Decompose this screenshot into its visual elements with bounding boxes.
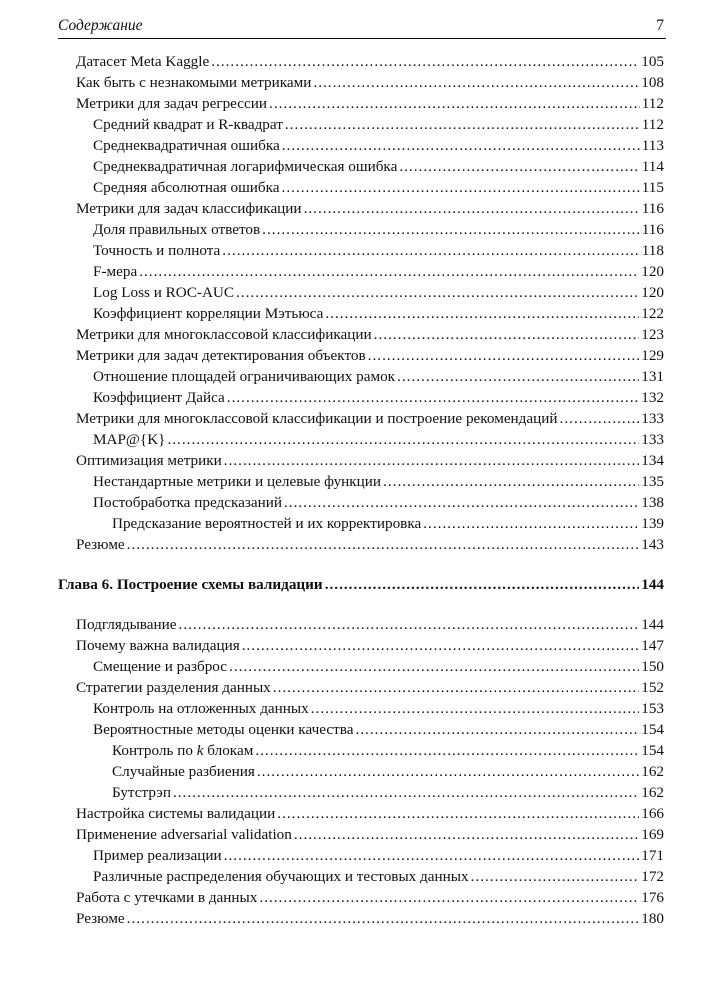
- dot-leader: [255, 740, 639, 761]
- toc-entry-page-number: 116: [641, 221, 664, 238]
- toc-entry-page-number: 162: [641, 784, 664, 801]
- toc-entry-title: Метрики для многоклассовой классификации и построение рекомендаций: [76, 410, 558, 427]
- dot-leader: [325, 574, 640, 595]
- toc-entry-title: Среднеквадратичная логарифмическая ошибка: [93, 158, 398, 175]
- dot-leader: [229, 656, 639, 677]
- toc-entry: [76, 93, 664, 114]
- toc-entry-title: Коэффициент Дайса: [93, 389, 225, 406]
- toc-entry: [93, 261, 664, 282]
- toc-entry: [76, 908, 664, 929]
- toc-entry: [76, 534, 664, 555]
- toc-entry-page-number: 105: [641, 53, 664, 70]
- toc-entry: [76, 324, 664, 345]
- dot-leader: [211, 51, 639, 72]
- toc-entry-page-number: 129: [641, 347, 664, 364]
- toc-entry-title: Оптимизация метрики: [76, 452, 222, 469]
- running-header: [58, 14, 666, 39]
- dot-leader: [368, 345, 640, 366]
- toc-entry-title: Доля правильных ответов: [93, 221, 261, 238]
- toc-entry: [93, 303, 664, 324]
- toc-entry-title: Коэффициент корреляции Мэтьюса: [93, 305, 324, 322]
- toc-entry-title: Как быть с незнакомыми метриками: [76, 74, 312, 91]
- toc-entry: [93, 698, 664, 719]
- toc-entry-page-number: 112: [641, 95, 664, 112]
- toc-entry-page-number: 112: [641, 116, 664, 133]
- toc-entry: [93, 366, 664, 387]
- toc-entry-title-part: Контроль по: [112, 742, 197, 759]
- dot-leader: [167, 429, 639, 450]
- dot-leader: [285, 114, 640, 135]
- dot-leader: [311, 698, 639, 719]
- dot-leader: [259, 887, 639, 908]
- toc-entry: [93, 219, 664, 240]
- toc-entry-title: Случайные разбиения: [112, 763, 255, 780]
- toc-entry-page-number: 134: [641, 452, 664, 469]
- dot-leader: [227, 387, 639, 408]
- toc-entry-page-number: 153: [641, 700, 664, 717]
- dot-leader: [304, 198, 640, 219]
- toc-entry-page-number: 180: [641, 910, 664, 927]
- dot-leader: [269, 93, 640, 114]
- toc-entry: [93, 114, 664, 135]
- dot-leader: [284, 492, 639, 513]
- toc-entry-title: Средний квадрат и R-квадрат: [93, 116, 283, 133]
- toc-entry-title: Метрики для задач регрессии: [76, 95, 268, 112]
- toc-entry-title: Настройка системы валидации: [76, 805, 276, 822]
- toc-entry-title: Log Loss и ROC-AUC: [93, 284, 235, 301]
- toc-entry: [76, 72, 664, 93]
- dot-leader: [224, 450, 639, 471]
- dot-leader: [355, 719, 639, 740]
- toc-entry: [93, 471, 664, 492]
- toc-entry-title: [112, 740, 253, 761]
- toc-entry-title: Метрики для задач классификации: [76, 200, 302, 217]
- dot-leader: [127, 908, 640, 929]
- toc-entry: [112, 740, 664, 761]
- dot-leader: [560, 408, 640, 429]
- toc-entry-page-number: 154: [641, 721, 664, 738]
- toc-entry: [93, 866, 664, 887]
- dot-leader: [294, 824, 639, 845]
- dot-leader: [282, 135, 640, 156]
- dot-leader: [139, 261, 639, 282]
- toc-entry-page-number: 169: [641, 826, 664, 843]
- toc-entry-page-number: 150: [641, 658, 664, 675]
- running-header-page-number: 7: [656, 17, 664, 34]
- dot-leader: [383, 471, 639, 492]
- dot-leader: [282, 177, 640, 198]
- toc-entry: [93, 845, 664, 866]
- toc-entry-page-number: 122: [641, 305, 664, 322]
- dot-leader: [173, 782, 639, 803]
- toc-entry-page-number: 118: [641, 242, 664, 259]
- toc-entry: [112, 513, 664, 534]
- toc-entry-page-number: 152: [641, 679, 664, 696]
- toc-entry-page-number: 138: [641, 494, 664, 511]
- toc-entry: [76, 408, 664, 429]
- toc-entry-page-number: 115: [641, 179, 664, 196]
- dot-leader: [222, 240, 639, 261]
- dot-leader: [397, 366, 639, 387]
- toc-entry-title: Постобработка предсказаний: [93, 494, 282, 511]
- toc-entry-title: MAP@{K}: [93, 431, 166, 448]
- toc-entry: [76, 677, 664, 698]
- toc-entry-title: Применение adversarial validation: [76, 826, 292, 843]
- toc-entry-title: Почему важна валидация: [76, 637, 240, 654]
- toc-entry: [76, 887, 664, 908]
- toc-entry-title-part: блокам: [203, 742, 254, 759]
- toc-entry: [76, 635, 664, 656]
- toc-entry: [76, 450, 664, 471]
- toc-entry: [93, 282, 664, 303]
- toc-entry-page-number: 133: [641, 410, 664, 427]
- toc-entry-title: Пример реализации: [93, 847, 222, 864]
- dot-leader: [273, 677, 639, 698]
- toc-entry-title: Контроль на отложенных данных: [93, 700, 309, 717]
- toc-entry-page-number: 147: [641, 637, 664, 654]
- toc-entry-page-number: 172: [641, 868, 664, 885]
- dot-leader: [399, 156, 639, 177]
- dot-leader: [313, 72, 639, 93]
- toc-entry-title: Отношение площадей ограничивающих рамок: [93, 368, 396, 385]
- toc-entry-page-number: 120: [641, 263, 664, 280]
- toc-entry-title: Глава 6. Построение схемы валидации: [58, 576, 323, 593]
- toc-entry-title: Предсказание вероятностей и их корректировка: [112, 515, 422, 532]
- toc-entry: [93, 656, 664, 677]
- dot-leader: [277, 803, 639, 824]
- toc-entry: [93, 429, 664, 450]
- dot-leader: [374, 324, 640, 345]
- toc-entry-page-number: 131: [641, 368, 664, 385]
- toc-entry-page-number: 139: [641, 515, 664, 532]
- toc-entry-title: Работа с утечками в данных: [76, 889, 258, 906]
- toc-entry-title: Бутстрэп: [112, 784, 171, 801]
- dot-leader: [257, 761, 639, 782]
- toc-entry: [76, 803, 664, 824]
- toc-entry-page-number: 166: [641, 805, 664, 822]
- toc-entry: [93, 240, 664, 261]
- dot-leader: [224, 845, 640, 866]
- toc-entry-page-number: 120: [641, 284, 664, 301]
- toc-entry-page-number: 144: [641, 576, 664, 593]
- toc-entry-title: Резюме: [76, 910, 125, 927]
- toc-entry-page-number: 108: [641, 74, 664, 91]
- toc-entry: [93, 492, 664, 513]
- toc-entry-title: Точность и полнота: [93, 242, 221, 259]
- toc-entry-page-number: 114: [641, 158, 664, 175]
- toc-entry-page-number: 171: [641, 847, 664, 864]
- toc-entry: [76, 824, 664, 845]
- toc-entry-title: Датасет Meta Kaggle: [76, 53, 210, 70]
- toc-entry: [76, 198, 664, 219]
- toc-entry-page-number: 132: [641, 389, 664, 406]
- toc-entry-title: Подглядывание: [76, 616, 177, 633]
- toc-entry-title: F-мера: [93, 263, 138, 280]
- toc-entry-title: Метрики для многоклассовой классификации: [76, 326, 372, 343]
- toc-entry-page-number: 154: [641, 742, 664, 759]
- toc-entry-page-number: 123: [641, 326, 664, 343]
- toc-entry-title: Метрики для задач детектирования объектов: [76, 347, 366, 364]
- toc-entry: [112, 761, 664, 782]
- toc-entry: [93, 387, 664, 408]
- toc-entry: [93, 719, 664, 740]
- dot-leader: [179, 614, 640, 635]
- toc-entry-page-number: 176: [641, 889, 664, 906]
- toc-entry-title-italic: k: [196, 742, 204, 759]
- dot-leader: [236, 282, 639, 303]
- toc-entry-title: Смещение и разброс: [93, 658, 228, 675]
- toc-entry: [93, 135, 664, 156]
- toc-entry-page-number: 135: [641, 473, 664, 490]
- toc-entry-page-number: 144: [641, 616, 664, 633]
- toc-entry-title: Вероятностные методы оценки качества: [93, 721, 354, 738]
- toc-entry-page-number: 162: [641, 763, 664, 780]
- toc-entry-page-number: 116: [641, 200, 664, 217]
- toc-entry: [76, 51, 664, 72]
- running-header-title: Содержание: [58, 17, 143, 34]
- toc-entry: [76, 614, 664, 635]
- toc-chapter-entry: [58, 574, 664, 595]
- toc-entry-title: Резюме: [76, 536, 125, 553]
- toc-entry-title: Среднеквадратичная ошибка: [93, 137, 280, 154]
- toc-entry-title: Нестандартные метрики и целевые функции: [93, 473, 382, 490]
- dot-leader: [262, 219, 640, 240]
- toc-entry: [93, 177, 664, 198]
- toc-entry: [93, 156, 664, 177]
- dot-leader: [127, 534, 640, 555]
- toc-entry: [76, 345, 664, 366]
- toc-entry-page-number: 113: [641, 137, 664, 154]
- dot-leader: [423, 513, 639, 534]
- dot-leader: [242, 635, 640, 656]
- dot-leader: [471, 866, 640, 887]
- toc-entry-title: Различные распределения обучающих и тестовых данных: [93, 868, 469, 885]
- dot-leader: [325, 303, 639, 324]
- toc-entry-page-number: 143: [641, 536, 664, 553]
- toc-entry-title: Средняя абсолютная ошибка: [93, 179, 280, 196]
- toc-entry-page-number: 133: [641, 431, 664, 448]
- toc-entry-title: Стратегии разделения данных: [76, 679, 271, 696]
- toc-entry: [112, 782, 664, 803]
